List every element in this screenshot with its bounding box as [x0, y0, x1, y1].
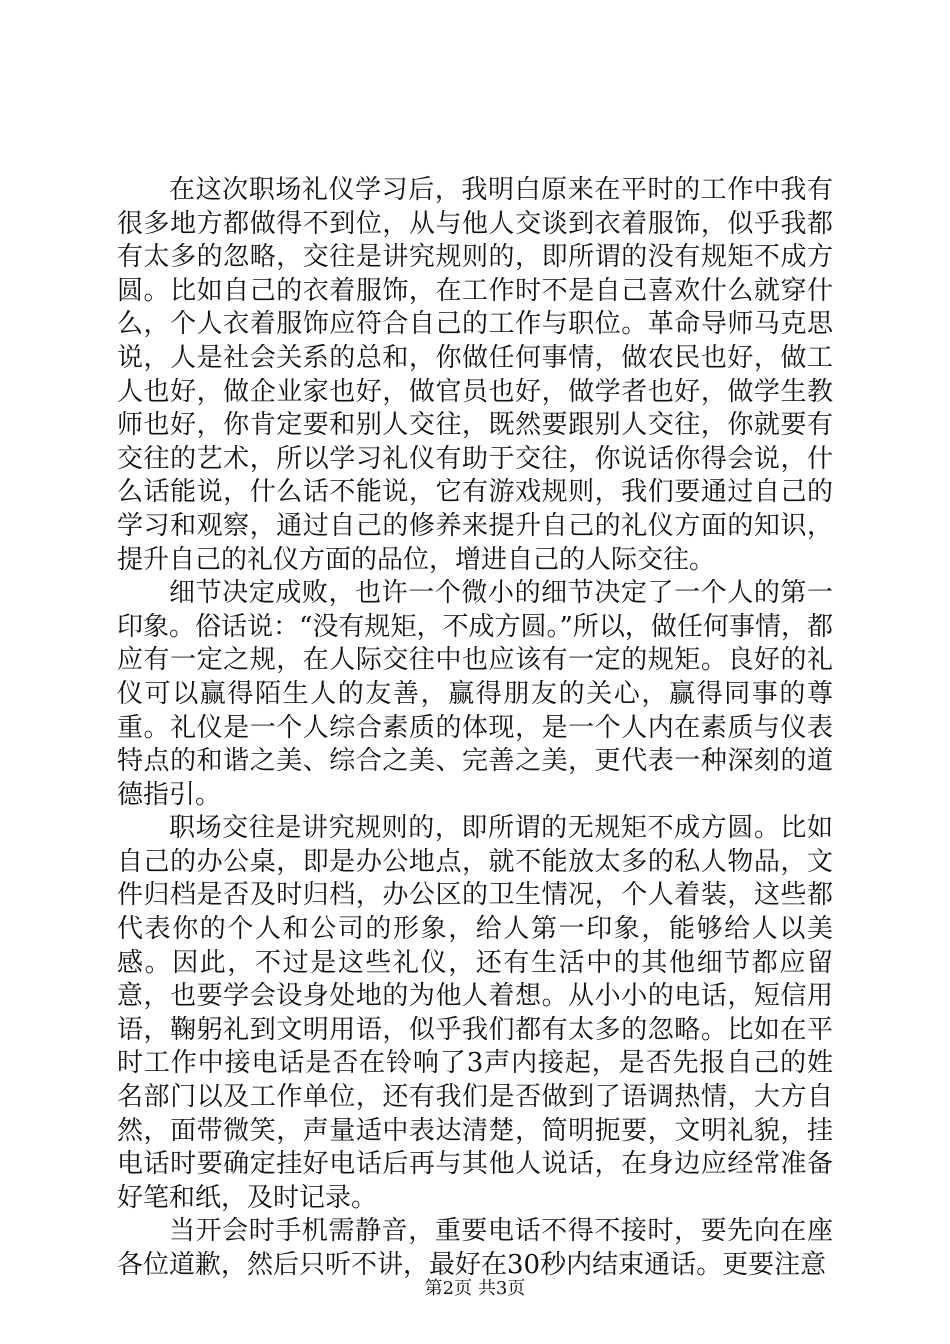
paragraph-workplace-rules: 职场交往是讲究规则的，即所谓的无规矩不成方圆。比如自己的办公桌，即是办公地点，就不能放太多的私人物品，文件归档是否及时归档，办公区的卫生情况，个人着装，这些都代表你的个人和公司的形象，给人第一印象，能够给人以美感。因此，不过是这些礼仪，还有生活中的其他细节都应留意，也要学会设身处地的为他人着想。从小小的电话，短信用语，鞠躬礼到文明用语，似乎我们都有太多的忽略。比如在平时工作中接电话是否在铃响了3声内接起，是否先报自己的姓名部门以及工作单位，还有我们是否做到了语调热情，大方自然，面带微笑，声量适中表达清楚，简明扼要，文明礼貌，挂电话时要确定挂好电话后再与其他人说话，在身边应经常准备好笔和纸，及时记录。: [117, 813, 833, 1213]
page-number-label: 第2页 共3页: [424, 1278, 526, 1299]
paragraph-meeting-phone: 当开会时手机需静音，重要电话不得不接时，要先向在座各位道歉，然后只听不讲，最好在30秒内结束通话。更要注意: [117, 1216, 833, 1280]
paragraph-etiquette-learning: 在这次职场礼仪学习后，我明白原来在平时的工作中我有很多地方都做得不到位，从与他人交谈到衣着服饰，似乎我都有太多的忽略，交往是讲究规则的，即所谓的没有规矩不成方圆。比如自己的衣着服饰，在工作时不是自己喜欢什么就穿什么，个人衣着服饰应符合自己的工作与职位。革命导师马克思说，人是社会关系的总和，你做任何事情，做农民也好，做工人也好，做企业家也好，做官员也好，做学者也好，做学生教师也好，你肯定要和别人交往，既然要跟别人交往，你就要有交往的艺术，所以学习礼仪有助于交往，你说话你得会说，什么话能说，什么话不能说，它有游戏规则，我们要通过自己的学习和观察，通过自己的修养来提升自己的礼仪方面的知识，提升自己的礼仪方面的品位，增进自己的人际交往。: [117, 175, 833, 575]
paragraph-details-decide: 细节决定成败，也许一个微小的细节决定了一个人的第一印象。俗话说：“没有规矩，不成方圆。”所以，做任何事情，都应有一定之规，在人际交往中也应该有一定的规矩。良好的礼仪可以赢得陌生人的友善，赢得朋友的关心，赢得同事的尊重。礼仪是一个人综合素质的体现，是一个人内在素质与仪表特点的和谐之美、综合之美、完善之美，更代表一种深刻的道德指引。: [117, 578, 833, 810]
page-footer: [0, 1277, 950, 1301]
document-body: [117, 174, 833, 1283]
